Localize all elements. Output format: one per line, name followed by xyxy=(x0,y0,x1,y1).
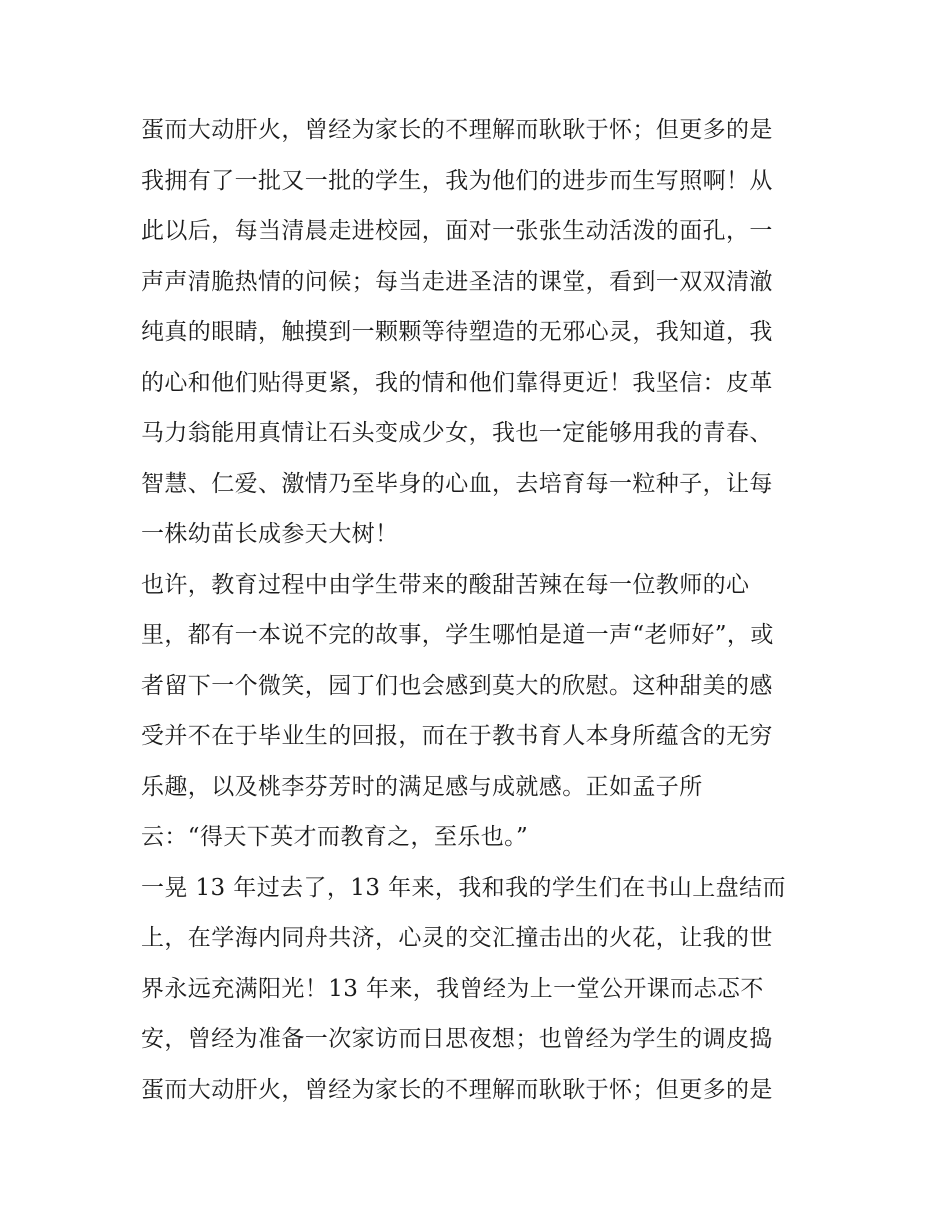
text-line: 一株幼苗长成参天大树！ xyxy=(141,521,399,547)
text-line: 界永远充满阳光！13 年来，我曾经为上一堂公开课而忐忑不 xyxy=(141,975,764,1002)
text-line: 的心和他们贴得更紧，我的情和他们靠得更近！我坚信：皮革 xyxy=(141,369,773,396)
text-line: 云：“得天下英才而教育之，至乐也。” xyxy=(141,824,529,850)
text-line: 里，都有一本说不完的故事，学生哪怕是道一声“老师好”，或 xyxy=(141,622,774,648)
text-line: 智慧、仁爱、激情乃至毕身的心血，去培育每一粒种子，让每 xyxy=(141,470,773,497)
text-line: 上，在学海内同舟共济，心灵的交汇撞击出的火花，让我的世 xyxy=(141,925,773,951)
text-line: 受并不在于毕业生的回报，而在于教书育人本身所蕴含的无穷 xyxy=(141,723,773,749)
text-line: 声声清脆热情的问候；每当走进圣洁的课堂，看到一双双清澈 xyxy=(141,268,773,295)
text-line: 也许，教育过程中由学生带来的酸甜苦辣在每一位教师的心 xyxy=(141,571,750,598)
text-line: 蛋而大动肝火，曾经为家长的不理解而耿耿于怀；但更多的是 xyxy=(141,1076,773,1103)
text-line: 我拥有了一批又一批的学生，我为他们的进步而生写照啊！从 xyxy=(141,167,773,194)
text-line: 安，曾经为准备一次家访而日思夜想；也曾经为学生的调皮捣 xyxy=(141,1026,773,1052)
text-line: 此以后，每当清晨走进校园，面对一张张生动活泼的面孔，一 xyxy=(141,218,773,244)
text-line: 蛋而大动肝火，曾经为家长的不理解而耿耿于怀；但更多的是 xyxy=(141,117,773,143)
text-line: 纯真的眼睛，触摸到一颗颗等待塑造的无邪心灵，我知道，我 xyxy=(141,319,773,345)
text-line: 乐趣，以及桃李芬芳时的满足感与成就感。正如孟子所 xyxy=(141,773,703,800)
body-text xyxy=(141,105,831,1115)
text-line: 者留下一个微笑，园丁们也会感到莫大的欣慰。这种甜美的感 xyxy=(141,672,773,699)
text-line: 一晃 13 年过去了，13 年来，我和我的学生们在书山上盘结而 xyxy=(141,874,786,901)
text-line: 马力翁能用真情让石头变成少女，我也一定能够用我的青春、 xyxy=(141,420,773,446)
